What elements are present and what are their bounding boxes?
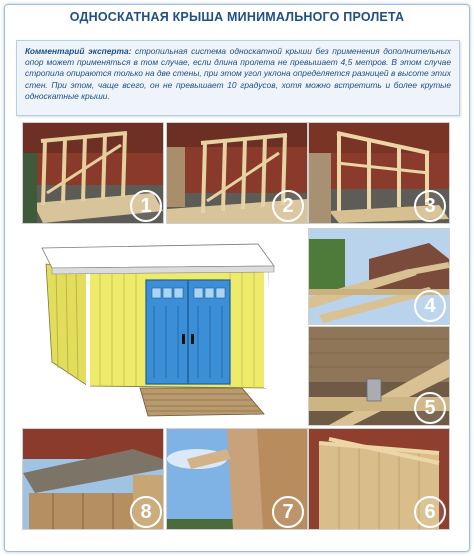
expert-comment-text: [25, 46, 451, 102]
step-badge-2: 2: [272, 190, 304, 222]
step-badge-8: 8: [130, 496, 162, 528]
step-badge-3: 3: [414, 190, 446, 222]
page-title: ОДНОСКАТНАЯ КРЫША МИНИМАЛЬНОГО ПРОЛЕТА: [69, 10, 405, 24]
step-badge-7: 7: [272, 496, 304, 528]
step-badge-1: 1: [130, 190, 162, 222]
step-badge-4: 4: [414, 290, 446, 322]
step-badge-5: 5: [414, 392, 446, 424]
step-badge-6: 6: [414, 496, 446, 528]
expert-comment-body: стропильная система односкатной крыши без применения дополнительных опор может применяться в том случае, если длина пролета не превышает 4,5 метров. В этом случае стропила опираются только на две стены, при этом угол уклона определяется разницей в высоте этих стен. При этом, чаще всего, он не превышает 10 градусов, хотя можно встретить и более крутые односкатные крыши.: [25, 46, 451, 101]
shed-illustration: [30, 236, 302, 426]
expert-comment-lead: Комментарий эксперта:: [25, 46, 132, 56]
shed-render: [30, 236, 302, 426]
expert-comment-box: [16, 40, 460, 116]
